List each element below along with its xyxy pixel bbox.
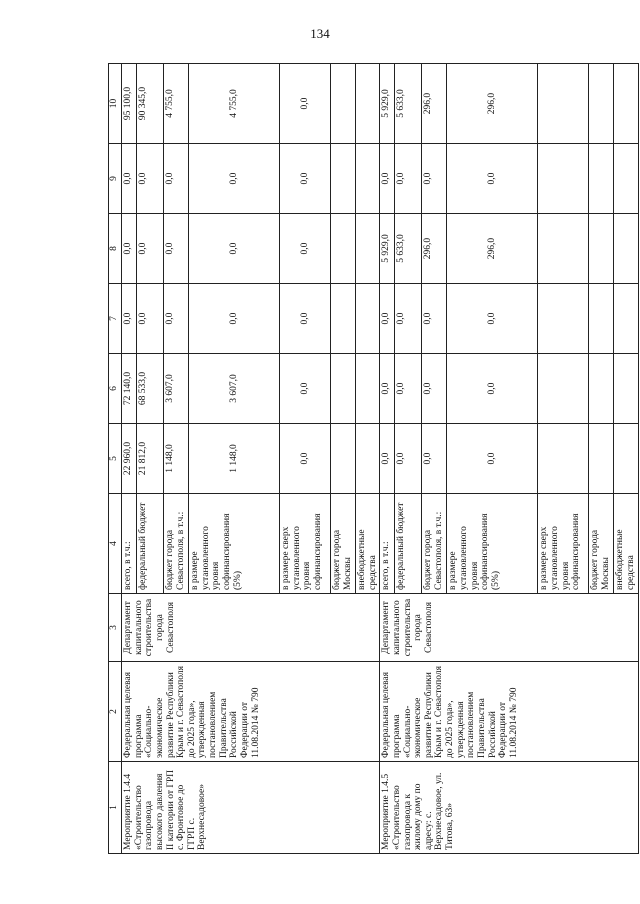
funding-source-cell: всего, в т.ч.: [380, 494, 395, 594]
amount-cell: 0,0 [189, 214, 280, 284]
amount-cell: 0,0 [422, 354, 447, 424]
column-header: 2 [109, 662, 122, 762]
column-header: 7 [109, 284, 122, 354]
page-number: 134 [310, 26, 330, 41]
amount-cell: 21 812,0 [137, 424, 164, 494]
amount-cell: 22 960,0 [122, 424, 137, 494]
amount-cell: 4 755,0 [164, 64, 189, 144]
amount-cell: 296,0 [422, 214, 447, 284]
amount-cell: 3 607,0 [189, 354, 280, 424]
amount-cell [356, 64, 380, 144]
amount-cell: 0,0 [189, 284, 280, 354]
amount-cell: 68 533,0 [137, 354, 164, 424]
column-header: 6 [109, 354, 122, 424]
amount-cell: 0,0 [164, 214, 189, 284]
amount-cell [589, 144, 614, 214]
amount-cell [614, 424, 638, 494]
amount-cell: 0,0 [447, 144, 538, 214]
amount-cell [356, 214, 380, 284]
amount-cell [614, 144, 638, 214]
amount-cell: 90 345,0 [137, 64, 164, 144]
amount-cell: 0,0 [122, 284, 137, 354]
amount-cell [356, 424, 380, 494]
amount-cell [538, 64, 589, 144]
amount-cell [331, 284, 356, 354]
column-header: 5 [109, 424, 122, 494]
amount-cell: 1 148,0 [164, 424, 189, 494]
amount-cell: 0,0 [422, 284, 447, 354]
amount-cell: 0,0 [280, 284, 331, 354]
amount-cell: 296,0 [447, 214, 538, 284]
rotated-table-container [108, 64, 636, 854]
amount-cell: 0,0 [380, 284, 395, 354]
activity-cell: Мероприятие 1.4.4 «Строительство газопровода высокого давления II категории от ГРП с. Фронтовое до ГГРП с. Верхнесадовое» [122, 762, 380, 854]
amount-cell: 0,0 [280, 354, 331, 424]
column-header: 8 [109, 214, 122, 284]
activity-cell: Мероприятие 1.4.5 «Строительство газопровода к жилому дому по адресу: с. Верхнесадовое, ул. Титова, 63» [380, 762, 638, 854]
amount-cell: 5 929,0 [380, 64, 395, 144]
column-header: 4 [109, 494, 122, 594]
funding-source-cell: в размере установленного уровня софинансирования (5%) [189, 494, 280, 594]
amount-cell: 0,0 [447, 354, 538, 424]
amount-cell: 0,0 [122, 214, 137, 284]
amount-cell [538, 284, 589, 354]
amount-cell: 0,0 [280, 214, 331, 284]
amount-cell [331, 354, 356, 424]
amount-cell: 95 100,0 [122, 64, 137, 144]
amount-cell: 4 755,0 [189, 64, 280, 144]
amount-cell [589, 354, 614, 424]
amount-cell: 0,0 [380, 144, 395, 214]
amount-cell [614, 354, 638, 424]
amount-cell: 0,0 [164, 144, 189, 214]
amount-cell [589, 284, 614, 354]
column-header: 1 [109, 762, 122, 854]
column-header: 10 [109, 64, 122, 144]
amount-cell: 0,0 [422, 424, 447, 494]
amount-cell [589, 64, 614, 144]
column-header: 9 [109, 144, 122, 214]
funding-source-cell: бюджет города Москвы [331, 494, 356, 594]
amount-cell [356, 354, 380, 424]
amount-cell [331, 424, 356, 494]
amount-cell [538, 424, 589, 494]
amount-cell: 3 607,0 [164, 354, 189, 424]
amount-cell: 0,0 [137, 214, 164, 284]
amount-cell: 1 148,0 [189, 424, 280, 494]
amount-cell: 0,0 [395, 354, 422, 424]
funding-source-cell: всего, в т.ч.: [122, 494, 137, 594]
amount-cell: 0,0 [280, 64, 331, 144]
amount-cell [356, 284, 380, 354]
amount-cell [538, 354, 589, 424]
amount-cell: 5 929,0 [380, 214, 395, 284]
amount-cell: 0,0 [395, 424, 422, 494]
amount-cell: 0,0 [447, 424, 538, 494]
rotated-table-viewport [108, 64, 636, 854]
program-cell: Федеральная целевая программа «Социально-экономическое развитие Республики Крым и г. Севастополя до 2025 года», утвержденная постановлением Правительства Российской Федерации от 11.08.2014 № 790 [380, 662, 638, 762]
table-row [122, 64, 137, 854]
funding-source-cell: в размере сверх установленного уровня софинансирования [538, 494, 589, 594]
amount-cell [538, 214, 589, 284]
funding-source-cell: бюджет города Севастополя, в т.ч.: [164, 494, 189, 594]
amount-cell: 0,0 [395, 144, 422, 214]
amount-cell: 0,0 [137, 144, 164, 214]
amount-cell: 0,0 [447, 284, 538, 354]
amount-cell: 296,0 [447, 64, 538, 144]
funding-source-cell: внебюджетные средства [614, 494, 638, 594]
amount-cell: 5 633,0 [395, 64, 422, 144]
amount-cell: 0,0 [122, 144, 137, 214]
amount-cell: 0,0 [137, 284, 164, 354]
amount-cell [589, 424, 614, 494]
funding-source-cell: бюджет города Севастополя, в т.ч.: [422, 494, 447, 594]
amount-cell [331, 144, 356, 214]
amount-cell: 0,0 [280, 144, 331, 214]
column-header: 3 [109, 594, 122, 662]
amount-cell: 0,0 [280, 424, 331, 494]
amount-cell [614, 284, 638, 354]
amount-cell: 0,0 [189, 144, 280, 214]
amount-cell: 5 633,0 [395, 214, 422, 284]
amount-cell: 0,0 [380, 424, 395, 494]
amount-cell [331, 64, 356, 144]
amount-cell [614, 64, 638, 144]
amount-cell [356, 144, 380, 214]
funding-source-cell: бюджет города Москвы [589, 494, 614, 594]
funding-source-cell: в размере сверх установленного уровня софинансирования [280, 494, 331, 594]
executor-cell: Департамент капитального строительства города Севастополя [380, 594, 638, 662]
funding-source-cell: федеральный бюджет [395, 494, 422, 594]
amount-cell: 0,0 [422, 144, 447, 214]
amount-cell [538, 144, 589, 214]
funding-source-cell: федеральный бюджет [137, 494, 164, 594]
funding-source-cell: в размере установленного уровня софинансирования (5%) [447, 494, 538, 594]
table-row [380, 64, 395, 854]
amount-cell [614, 214, 638, 284]
funding-source-cell: внебюджетные средства [356, 494, 380, 594]
executor-cell: Департамент капитального строительства города Севастополя [122, 594, 380, 662]
amount-cell: 0,0 [395, 284, 422, 354]
amount-cell [331, 214, 356, 284]
amount-cell: 0,0 [164, 284, 189, 354]
amount-cell: 296,0 [422, 64, 447, 144]
header-row [109, 64, 122, 854]
amount-cell: 72 140,0 [122, 354, 137, 424]
amount-cell: 0,0 [380, 354, 395, 424]
amount-cell [589, 214, 614, 284]
funding-table [108, 63, 639, 854]
program-cell: Федеральная целевая программа «Социально-экономическое развитие Республики Крым и г. Севастополя до 2025 года», утвержденная постановлением Правительства Российской Федерации от 11.08.2014 № 790 [122, 662, 380, 762]
